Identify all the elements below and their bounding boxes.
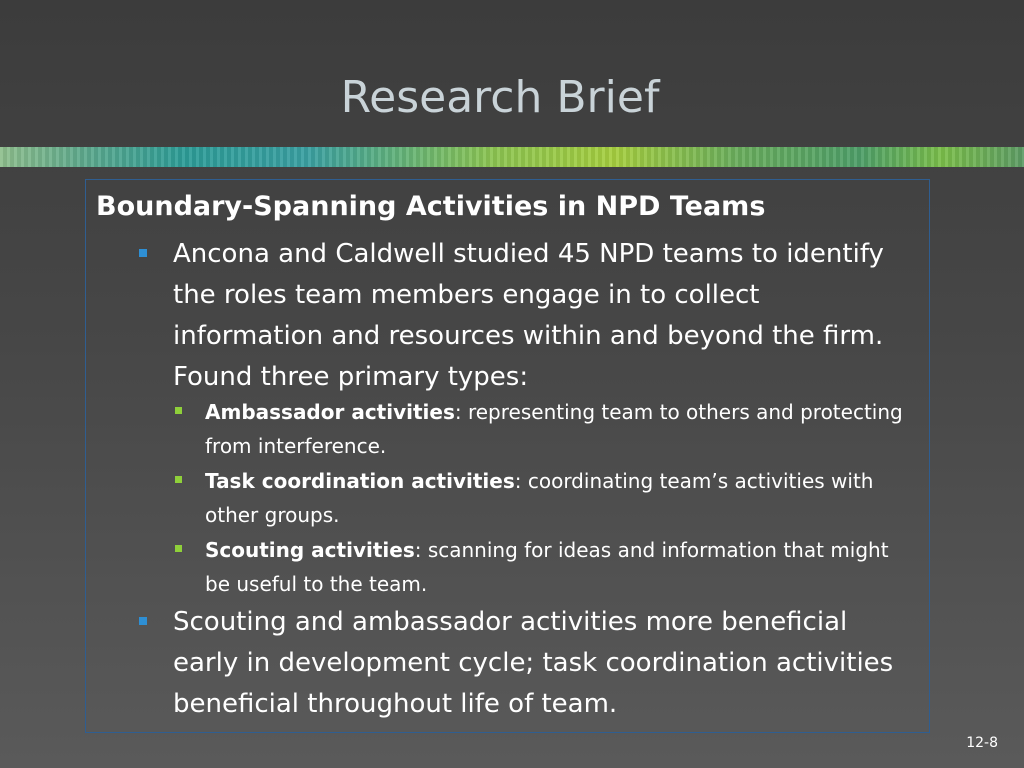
square-sub-bullet-icon — [175, 476, 182, 483]
sub-bullet-3-desc: : scanning for ideas and information that might be useful to the team. — [205, 538, 889, 596]
bullet-1 — [173, 234, 913, 398]
slide-title: Research Brief — [340, 72, 660, 123]
square-bullet-icon — [139, 617, 147, 625]
sub-bullet-3 — [205, 533, 905, 601]
square-sub-bullet-icon — [175, 545, 182, 552]
section-heading: Boundary-Spanning Activities in NPD Teams — [96, 191, 766, 222]
bullet-2-text: Scouting and ambassador activities more beneficial early in development cycle; task coordination activities beneficial throughout life of team. — [173, 607, 894, 719]
square-sub-bullet-icon — [175, 407, 182, 414]
bullet-1-text: Ancona and Caldwell studied 45 NPD teams to identify the roles team members engage in to collect information and resources within and beyond the firm. Found three primary types: — [173, 239, 884, 392]
sub-bullet-2-desc: : coordinating team’s activities with other groups. — [205, 469, 874, 527]
sub-bullet-1-desc: : representing team to others and protecting from interference. — [205, 400, 903, 458]
bullet-2 — [173, 602, 913, 725]
sub-bullet-3-term: Scouting activities — [205, 538, 415, 562]
sub-bullet-2-term: Task coordination activities — [205, 469, 515, 493]
page-number: 12-8 — [966, 735, 998, 751]
square-bullet-icon — [139, 249, 147, 257]
sub-bullet-1-term: Ambassador activities — [205, 400, 455, 424]
sub-bullet-2 — [205, 464, 905, 532]
sub-bullet-1 — [205, 395, 905, 463]
decorative-banner — [0, 147, 1024, 167]
